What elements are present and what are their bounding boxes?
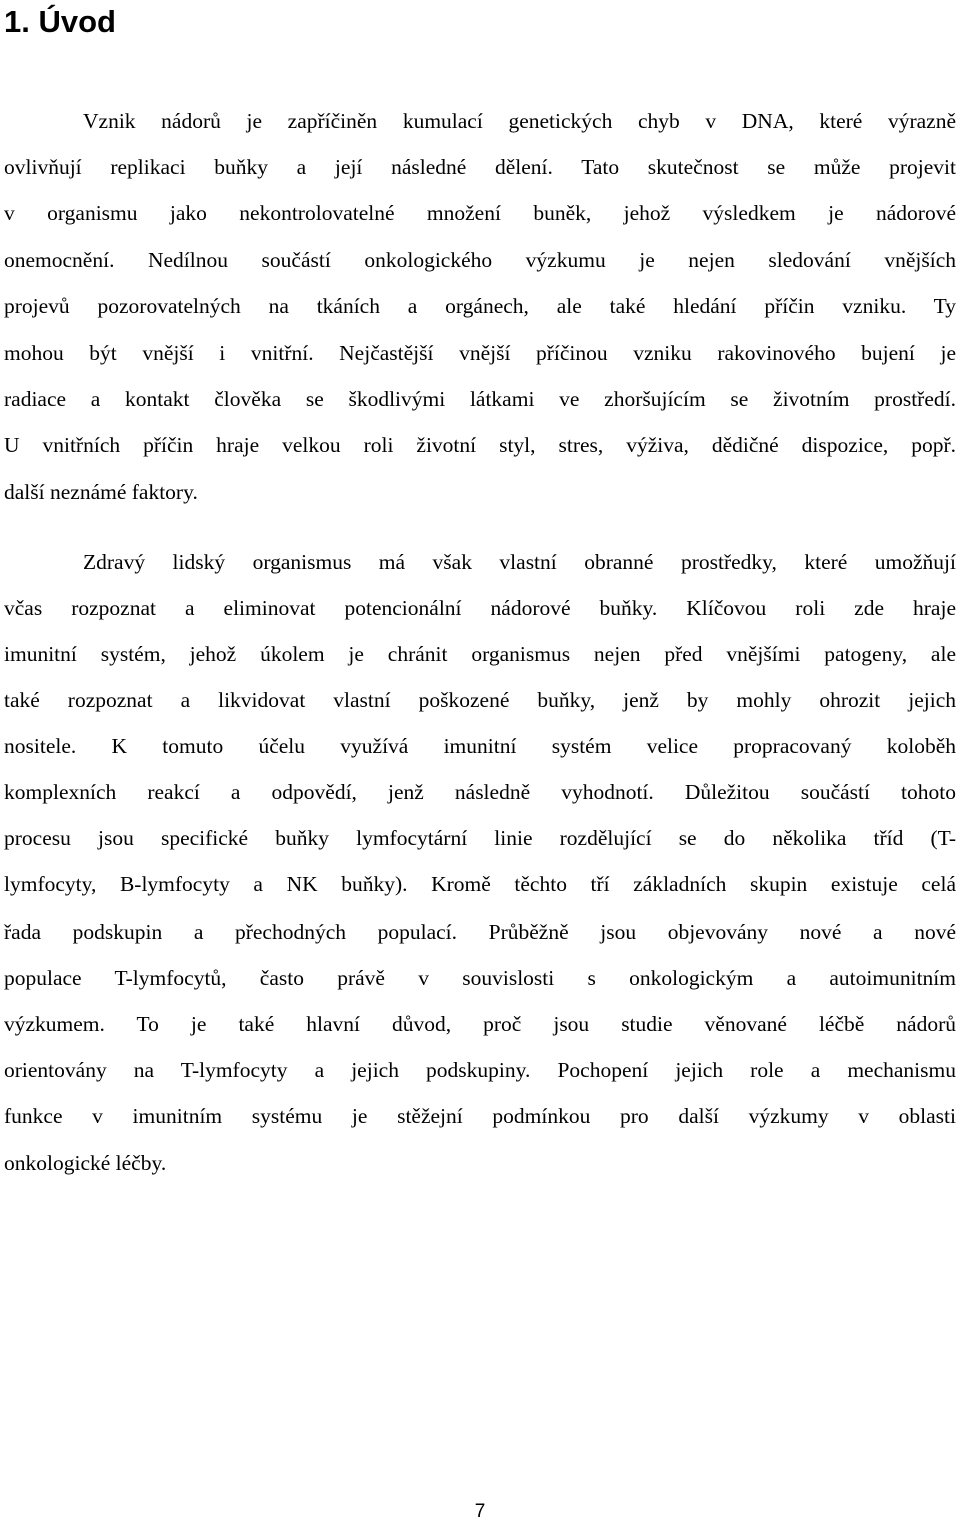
paragraph-line: populace T-lymfocytů, často právě v souvislosti s onkologickým a autoimunitním (4, 966, 956, 990)
paragraph-line: výzkumem. To je také hlavní důvod, proč jsou studie věnované léčbě nádorů (4, 1012, 956, 1036)
paragraph-line: procesu jsou specifické buňky lymfocytární linie rozdělující se do několika tříd (T- (4, 826, 956, 850)
page-number: 7 (474, 1501, 486, 1522)
paragraph-line: komplexních reakcí a odpovědí, jenž následně vyhodnotí. Důležitou součástí tohoto (4, 780, 956, 804)
paragraph-line: funkce v imunitním systému je stěžejní podmínkou pro další výzkumy v oblasti (4, 1104, 956, 1128)
paragraph-line: v organismu jako nekontrolovatelné množení buněk, jehož výsledkem je nádorové (4, 201, 956, 225)
paragraph-line: nositele. K tomuto účelu využívá imunitní systém velice propracovaný koloběh (4, 734, 956, 758)
paragraph-line: Zdravý lidský organismus má však vlastní obranné prostředky, které umožňují (83, 550, 956, 574)
paragraph-line: řada podskupin a přechodných populací. Průběžně jsou objevovány nové a nové (4, 920, 956, 944)
paragraph-line: projevů pozorovatelných na tkáních a orgánech, ale také hledání příčin vzniku. Ty (4, 294, 956, 318)
paragraph-line: Vznik nádorů je zapříčiněn kumulací genetických chyb v DNA, které výrazně (83, 109, 956, 133)
paragraph-line: U vnitřních příčin hraje velkou roli životní styl, stres, výživa, dědičné dispozice, popř. (4, 433, 956, 457)
paragraph-line: také rozpoznat a likvidovat vlastní poškozené buňky, jenž by mohly ohrozit jejich (4, 688, 956, 712)
paragraph-line: ovlivňují replikaci buňky a její následné dělení. Tato skutečnost se může projevit (4, 155, 956, 179)
chapter-heading: 1. Úvod (4, 4, 116, 39)
paragraph-line: další neznámé faktory. (4, 480, 198, 504)
paragraph-line: mohou být vnější i vnitřní. Nejčastější vnější příčinou vzniku rakovinového bujení je (4, 341, 956, 365)
paragraph-line: radiace a kontakt člověka se škodlivými látkami ve zhoršujícím se životním prostředí. (4, 387, 956, 411)
paragraph-line: orientovány na T-lymfocyty a jejich podskupiny. Pochopení jejich role a mechanismu (4, 1058, 956, 1082)
paragraph-line: lymfocyty, B-lymfocyty a NK buňky). Kromě těchto tří základních skupin existuje celá (4, 872, 956, 896)
paragraph-line: onkologické léčby. (4, 1151, 167, 1175)
paragraph-line: onemocnění. Nedílnou součástí onkologického výzkumu je nejen sledování vnějších (4, 248, 956, 272)
paragraph-line: imunitní systém, jehož úkolem je chránit organismus nejen před vnějšími patogeny, ale (4, 642, 956, 666)
paragraph-line: včas rozpoznat a eliminovat potencionální nádorové buňky. Klíčovou roli zde hraje (4, 596, 956, 620)
